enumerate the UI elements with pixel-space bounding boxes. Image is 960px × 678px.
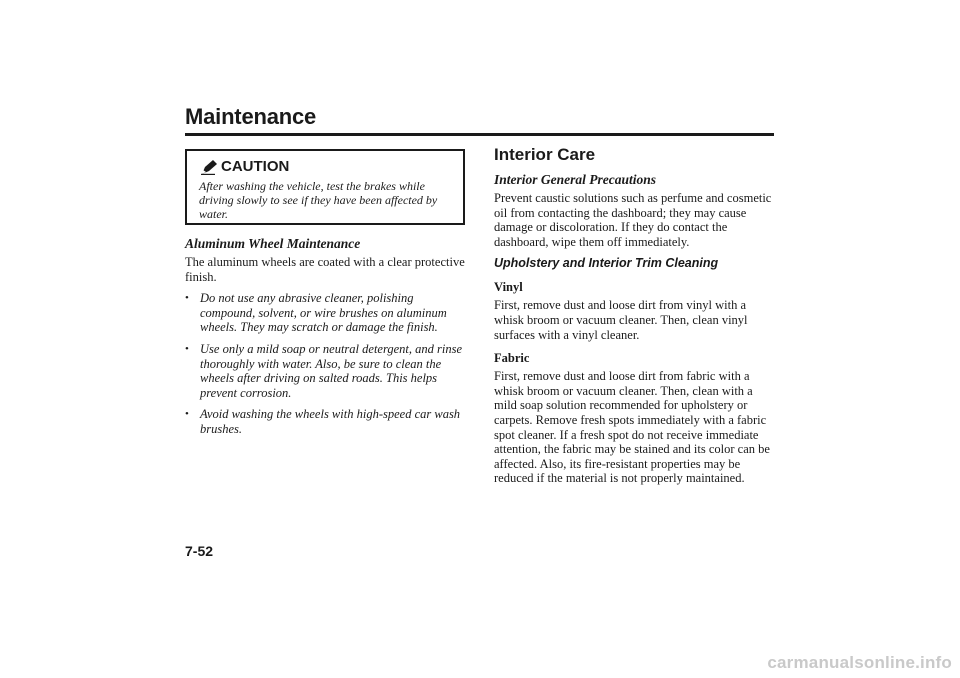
aluminum-heading: Aluminum Wheel Maintenance <box>185 236 361 251</box>
fabric-text: First, remove dust and loose dirt from fabric with a whisk broom or vacuum cleaner. Then, clean with a mild soap solution recommended for upholstery or carpets. Remove fresh spots immediately with a fabric spot cleaner. If a fresh spot do not receive immediate attention, the fabric may be stained and its color can be affected. Also, its fire-resistant properties may be reduced if the material is not properly maintained. <box>494 369 770 486</box>
pencil-icon <box>199 159 219 175</box>
bullet-text: Use only a mild soap or neutral detergent, and rinse thoroughly with water. Also, be sure to clean the wheels after driving on salted roads. This helps prevent corrosion. <box>200 341 463 400</box>
list-item <box>185 342 465 400</box>
aluminum-bullet-list <box>185 291 465 436</box>
title-rule <box>185 133 774 136</box>
page-title: Maintenance <box>185 104 317 129</box>
right-column <box>494 145 776 486</box>
page-number: 7-52 <box>185 543 214 559</box>
upholstery-heading: Upholstery and Interior Trim Cleaning <box>494 256 719 271</box>
vinyl-text: First, remove dust and loose dirt from vinyl with a whisk broom or vacuum cleaner. Then, clean vinyl surfaces with a vinyl cleaner. <box>494 298 748 342</box>
watermark: carmanualsonline.info <box>767 653 952 672</box>
fabric-heading: Fabric <box>494 351 530 366</box>
caution-text: After washing the vehicle, test the brakes while driving slowly to see if they have been affected by water. <box>199 179 438 221</box>
bullet-icon: • <box>185 292 189 305</box>
aluminum-intro: The aluminum wheels are coated with a clear protective finish. <box>185 255 465 284</box>
precautions-heading: Interior General Precautions <box>494 172 657 187</box>
bullet-text: Avoid washing the wheels with high-speed car wash brushes. <box>200 407 461 436</box>
precautions-text: Prevent caustic solutions such as perfume and cosmetic oil from contacting the dashboard; they may cause damage or discoloration. If they do contact the dashboard, wipe them off immediately. <box>494 191 772 249</box>
caution-box <box>185 149 465 225</box>
bullet-icon: • <box>185 408 189 421</box>
vinyl-heading: Vinyl <box>494 280 523 295</box>
caution-label: CAUTION <box>221 158 290 175</box>
section-title: Interior Care <box>494 145 596 164</box>
bullet-icon: • <box>185 342 189 355</box>
bullet-text: Do not use any abrasive cleaner, polishing compound, solvent, or wire brushes on aluminum wheels. They may scratch or damage the finish. <box>200 291 447 335</box>
list-item <box>185 407 465 436</box>
caution-header <box>199 157 453 177</box>
left-column <box>185 149 465 437</box>
list-item <box>185 291 465 335</box>
